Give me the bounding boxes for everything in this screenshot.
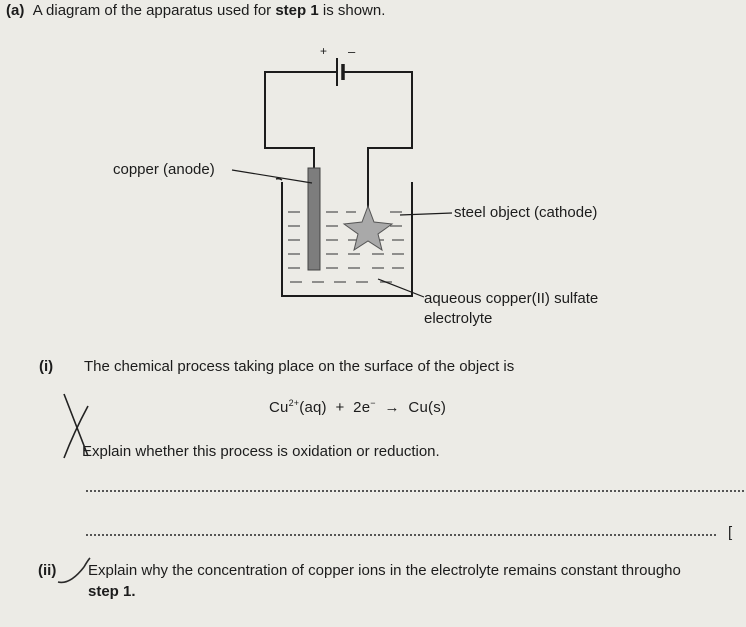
part-i-number: (i) xyxy=(39,358,54,375)
electrolyte-label-line1: aqueous copper(II) sulfate xyxy=(424,290,599,307)
equation-reactant-state: (aq) + 2e xyxy=(299,399,371,416)
minus-sign: – xyxy=(348,44,356,59)
part-ii-text: Explain why the concentration of copper ions in the electrolyte remains constant througho xyxy=(88,562,681,579)
cathode-label: steel object (cathode) xyxy=(454,204,598,221)
tick-mark xyxy=(58,558,90,582)
answer-line-1[interactable] xyxy=(86,490,744,492)
equation-product: Cu(s) xyxy=(408,399,447,416)
anode-label: copper (anode) xyxy=(113,161,215,178)
equation-reactant-charge: 2+ xyxy=(288,398,300,408)
part-i-prompt: Explain whether this process is oxidation or reduction. xyxy=(82,443,440,460)
cross-mark xyxy=(64,394,88,456)
electrolyte-label-line2: electrolyte xyxy=(424,310,493,327)
part-a-text-after: is shown. xyxy=(318,2,386,19)
part-ii-number: (ii) xyxy=(38,562,57,579)
part-i-text: The chemical process taking place on the surface of the object is xyxy=(84,358,515,375)
mark-bracket: [ xyxy=(728,524,733,541)
equation-arrow: → xyxy=(384,399,400,416)
part-a-text-before: A diagram of the apparatus used for xyxy=(32,2,276,19)
part-a-number: (a) xyxy=(6,2,25,19)
answer-line-2[interactable] xyxy=(86,534,716,536)
equation-electron-charge: − xyxy=(370,398,376,408)
equation-reactant: Cu xyxy=(269,399,289,416)
part-ii-text-line2: step 1. xyxy=(88,583,136,600)
plus-sign: + xyxy=(320,44,328,58)
part-a-step: step 1 xyxy=(275,2,319,19)
